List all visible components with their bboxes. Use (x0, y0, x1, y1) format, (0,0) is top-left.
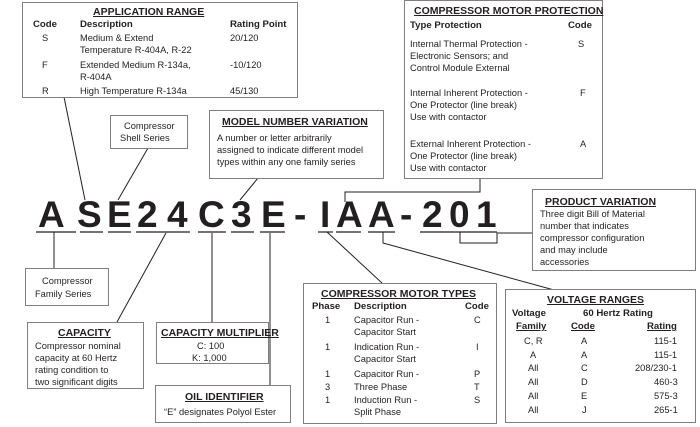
connector-application-range (64, 97, 85, 200)
header-voltage: Voltage (512, 308, 546, 319)
capacity-multiplier-box (156, 322, 279, 364)
compressor-shell-box (110, 115, 188, 149)
family-line: Family Series (35, 289, 92, 299)
voltage-code: J (582, 405, 587, 415)
code-char: 2 (422, 194, 443, 235)
row-code: R (42, 86, 49, 96)
voltage-family: All (528, 377, 539, 387)
multiplier-line: C: 100 (197, 341, 225, 351)
model-number-variation-box (209, 110, 384, 179)
motor-code: S (474, 395, 481, 405)
voltage-rating: 265-1 (654, 405, 678, 415)
code-char: 2 (137, 194, 158, 235)
header-code: Code (33, 19, 57, 30)
product-variation-box (532, 189, 696, 271)
protection-line: Internal Inherent Protection - (410, 88, 528, 98)
product-variation-line: number that indicates (540, 221, 629, 231)
code-char: I (320, 194, 331, 235)
motor-types-box (303, 283, 497, 424)
code-char: 0 (449, 194, 470, 235)
motor-protection-box (404, 0, 603, 179)
capacity-box (27, 322, 144, 389)
protection-line: One Protector (line break) (410, 100, 517, 110)
motor-phase: 1 (325, 395, 331, 405)
compressor-family-box (25, 268, 109, 306)
row-description: Medium & Extend (80, 33, 154, 43)
motor-types-title: COMPRESSOR MOTOR TYPES (321, 288, 476, 300)
connector-capacity (117, 233, 166, 322)
motor-description: Capacitor Run - (354, 315, 420, 325)
row-rating: -10/120 (230, 60, 262, 70)
code-char: C (198, 194, 225, 235)
protection-line: Control Module External (410, 63, 510, 73)
header-description: Description (80, 19, 133, 30)
header-rating-point: Rating Point (230, 19, 287, 30)
voltage-rating: 115-1 (654, 350, 678, 360)
protection-line: Use with contactor (410, 112, 487, 122)
motor-phase: 1 (325, 342, 331, 352)
motor-description: Induction Run - (354, 395, 418, 405)
model-variation-title: MODEL NUMBER VARIATION (222, 116, 368, 128)
motor-code: P (474, 369, 481, 379)
code-char: 4 (167, 194, 188, 235)
family-line: Compressor (42, 276, 93, 286)
application-range-box (22, 2, 298, 98)
capacity-line: capacity at 60 Hertz (35, 353, 118, 363)
row-description: R-404A (80, 72, 112, 82)
motor-code: T (474, 382, 480, 392)
row-description: High Temperature R-134a (80, 86, 187, 96)
row-code: F (42, 60, 48, 70)
row-rating: 45/130 (230, 86, 259, 96)
application-range-title: APPLICATION RANGE (93, 6, 205, 18)
header-description: Description (354, 301, 407, 312)
motor-code: C (474, 315, 481, 325)
model-variation-line: assigned to indicate different model (217, 145, 364, 155)
motor-phase: 1 (325, 315, 331, 325)
voltage-code: A (581, 336, 588, 346)
voltage-rating: 575-3 (654, 391, 678, 401)
row-description: Temperature R-404A, R-22 (80, 45, 192, 55)
model-variation-line: A number or letter arbitrarily (217, 133, 332, 143)
voltage-code: D (581, 377, 588, 387)
motor-description: Split Phase (354, 407, 402, 417)
header-rating: Rating (647, 321, 677, 332)
protection-code: A (580, 139, 587, 149)
motor-protection-title: COMPRESSOR MOTOR PROTECTION (414, 5, 604, 17)
row-description: Extended Medium R-134a, (80, 60, 191, 70)
connector-motor-types (327, 232, 382, 283)
voltage-family: All (528, 405, 539, 415)
row-rating: 20/120 (230, 33, 259, 43)
capacity-line: Compressor nominal (35, 341, 121, 351)
voltage-ranges-title: VOLTAGE RANGES (547, 294, 645, 306)
capacity-line: rating condition to (35, 365, 109, 375)
motor-description: Capacitor Run - (354, 369, 420, 379)
protection-code: F (580, 88, 586, 98)
product-variation-line: Three digit Bill of Material (540, 209, 645, 219)
protection-line: Internal Thermal Protection - (410, 39, 528, 49)
product-variation-line: and may include (540, 245, 608, 255)
header-code: Code (571, 321, 595, 332)
voltage-rating: 115-1 (654, 336, 678, 346)
header-60-hertz-rating: 60 Hertz Rating (583, 308, 653, 319)
product-variation-line: compressor configuration (540, 233, 645, 243)
code-char: A (38, 194, 65, 235)
code-char: 3 (231, 194, 252, 235)
motor-description: Indication Run - (354, 342, 420, 352)
connector-shell-series (118, 148, 148, 200)
product-variation-title: PRODUCT VARIATION (545, 196, 657, 208)
header-code: Code (568, 20, 592, 31)
code-char: E (107, 194, 132, 235)
shell-line: Compressor (124, 121, 175, 131)
code-char: A (368, 194, 395, 235)
code-char: - (400, 194, 413, 235)
voltage-family: All (528, 391, 539, 401)
model-variation-line: types within any one family series (217, 157, 356, 167)
voltage-code: A (581, 350, 588, 360)
code-char: A (336, 194, 363, 235)
header-type-protection: Type Protection (410, 20, 482, 31)
motor-code: I (476, 342, 479, 352)
protection-line: External Inherent Protection - (410, 139, 531, 149)
capacity-title: CAPACITY (58, 327, 111, 339)
motor-description: Capacitor Start (354, 327, 417, 337)
protection-line: Electronic Sensors; and (410, 51, 509, 61)
voltage-rating: 208/230-1 (635, 363, 677, 373)
code-char: - (294, 194, 307, 235)
code-char: 1 (476, 194, 497, 235)
voltage-rating: 460-3 (654, 377, 678, 387)
code-char: E (261, 194, 286, 235)
shell-line: Shell Series (120, 133, 170, 143)
capacity-multiplier-title: CAPACITY MULTIPLIER (161, 327, 279, 339)
header-code: Code (465, 301, 489, 312)
oil-identifier-title: OIL IDENTIFIER (185, 391, 264, 403)
row-code: S (42, 33, 49, 43)
protection-line: One Protector (line break) (410, 151, 517, 161)
motor-description: Three Phase (354, 382, 408, 392)
header-phase: Phase (312, 301, 341, 312)
header-family: Family (516, 321, 547, 332)
motor-phase: 3 (325, 382, 331, 392)
voltage-code: E (581, 391, 588, 401)
motor-phase: 1 (325, 369, 331, 379)
motor-description: Capacitor Start (354, 354, 417, 364)
protection-code: S (578, 39, 585, 49)
protection-line: Use with contactor (410, 163, 487, 173)
oil-identifier-box (155, 385, 291, 423)
product-variation-line: accessories (540, 257, 590, 267)
voltage-ranges-box (505, 289, 696, 423)
code-char: S (77, 194, 102, 235)
capacity-line: two significant digits (35, 377, 118, 387)
voltage-code: C (581, 363, 588, 373)
voltage-family: All (528, 363, 539, 373)
oil-identifier-text: “E” designates Polyol Ester (164, 407, 277, 417)
multiplier-line: K: 1,000 (192, 353, 227, 363)
voltage-family: C, R (524, 336, 543, 346)
voltage-family: A (530, 350, 537, 360)
